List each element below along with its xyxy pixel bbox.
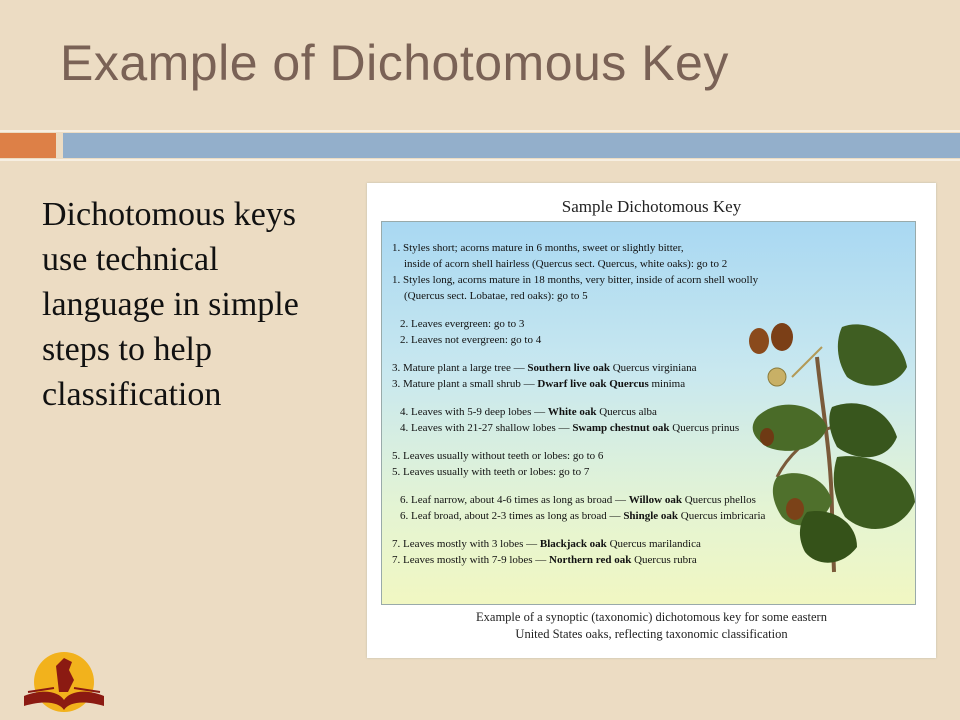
- key-line: [392, 538, 701, 550]
- key-line-species: Blackjack oak: [539, 538, 607, 550]
- key-line-species: White oak: [547, 406, 597, 418]
- key-line-scientific-name: Quercus phellos: [681, 494, 756, 506]
- accent-bar-blue: [63, 133, 960, 158]
- key-line: [392, 242, 684, 254]
- key-line: [392, 362, 697, 374]
- body-line: language in simple: [42, 286, 299, 323]
- key-line: [404, 258, 727, 270]
- key-line-text: inside of acorn shell hairless (Quercus sect. Quercus, white oaks): go to 2: [404, 258, 728, 270]
- key-line: [400, 494, 756, 506]
- caption-line: United States oaks, reflecting taxonomic classification: [515, 627, 788, 641]
- key-line-text: 7. Leaves mostly with 7-9 lobes —: [392, 554, 550, 566]
- logo-emblem: [14, 644, 114, 714]
- key-line-text: 4. Leaves with 21-27 shallow lobes —: [400, 422, 573, 434]
- key-line-text: 3. Mature plant a small shrub —: [392, 378, 538, 390]
- figure-title: Sample Dichotomous Key: [561, 197, 742, 216]
- divider-line-top: [0, 130, 960, 132]
- key-line-species: Southern live oak: [527, 362, 610, 374]
- key-line: [400, 334, 541, 346]
- key-line-scientific-name: Quercus alba: [596, 406, 657, 418]
- key-line-text: 6. Leaf narrow, about 4-6 times as long as broad —: [400, 494, 629, 506]
- key-line-text: 1. Styles long, acorns mature in 18 months, very bitter, inside of acorn shell woolly: [392, 274, 759, 286]
- key-line-scientific-name: Quercus marilandica: [606, 538, 701, 550]
- key-line-species: Dwarf live oak Quercus: [537, 378, 649, 390]
- oak-branch-illustration: [737, 317, 927, 577]
- body-line: classification: [42, 376, 222, 413]
- body-text: [42, 192, 352, 417]
- key-line: [400, 510, 765, 522]
- key-line-text: 2. Leaves evergreen: go to 3: [400, 318, 525, 330]
- key-line-species: Northern red oak: [549, 554, 632, 566]
- divider-line-bottom: [0, 159, 960, 161]
- key-line: [404, 290, 588, 302]
- key-line-text: 3. Mature plant a large tree —: [392, 362, 528, 374]
- key-line-species: Shingle oak: [623, 510, 679, 522]
- key-line-text: (Quercus sect. Lobatae, red oaks): go to 5: [404, 290, 588, 302]
- slide-title: Example of Dichotomous Key: [60, 35, 729, 91]
- key-line: [392, 378, 685, 390]
- key-panel: [381, 221, 916, 605]
- key-line: [392, 554, 697, 566]
- body-line: use technical: [42, 241, 219, 278]
- key-line-text: 5. Leaves usually without teeth or lobes: go to 6: [392, 450, 604, 462]
- key-line-scientific-name: Quercus virginiana: [609, 362, 697, 374]
- key-line-species: Swamp chestnut oak: [572, 422, 670, 434]
- figure-caption: [367, 609, 936, 643]
- key-line-scientific-name: minima: [648, 378, 686, 390]
- key-line: [400, 406, 657, 418]
- body-line: Dichotomous keys: [42, 196, 297, 233]
- dichotomous-key-figure: [367, 183, 936, 658]
- key-line: [392, 466, 589, 478]
- key-line-species: Willow oak: [628, 494, 682, 506]
- key-line-scientific-name: Quercus imbricaria: [678, 510, 766, 522]
- key-line-text: 5. Leaves usually with teeth or lobes: go to 7: [392, 466, 590, 478]
- key-line: [400, 318, 524, 330]
- key-line-text: 4. Leaves with 5-9 deep lobes —: [400, 406, 548, 418]
- key-line-text: 2. Leaves not evergreen: go to 4: [400, 334, 542, 346]
- key-line-text: 1. Styles short; acorns mature in 6 months, sweet or slightly bitter,: [392, 242, 684, 254]
- key-line: [400, 422, 739, 434]
- body-line: steps to help: [42, 331, 212, 368]
- key-line-text: 7. Leaves mostly with 3 lobes —: [392, 538, 540, 550]
- caption-line: Example of a synoptic (taxonomic) dichotomous key for some eastern: [476, 610, 827, 624]
- key-line: [392, 450, 603, 462]
- accent-bar-orange: [0, 133, 56, 158]
- key-line: [392, 274, 758, 286]
- key-line-scientific-name: Quercus prinus: [669, 422, 740, 434]
- key-line-scientific-name: Quercus rubra: [631, 554, 697, 566]
- key-line-text: 6. Leaf broad, about 2-3 times as long as broad —: [400, 510, 624, 522]
